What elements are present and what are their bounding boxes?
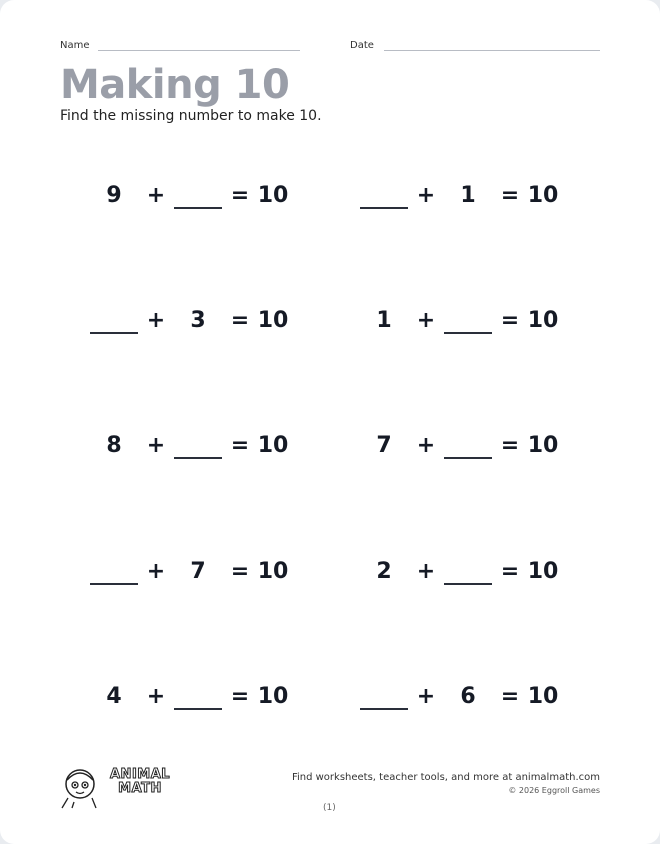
number: 10 — [527, 684, 559, 709]
number: 8 — [106, 433, 122, 458]
equals-sign: = — [230, 684, 250, 709]
instructions: Find the missing number to make 10. — [60, 108, 322, 124]
name-field[interactable] — [98, 50, 300, 51]
equation — [90, 183, 290, 213]
number: 10 — [257, 559, 289, 584]
equation — [360, 684, 560, 714]
animal-math-logo — [58, 764, 170, 810]
answer-blank[interactable] — [444, 559, 492, 591]
answer-blank[interactable] — [174, 684, 222, 716]
plus-sign: + — [416, 308, 436, 333]
equals-sign: = — [500, 183, 520, 208]
equals-sign: = — [230, 433, 250, 458]
number: 9 — [106, 183, 122, 208]
number: 10 — [257, 684, 289, 709]
plus-sign: + — [146, 684, 166, 709]
plus-sign: + — [416, 433, 436, 458]
equals-sign: = — [500, 433, 520, 458]
equation — [90, 308, 290, 338]
equation — [90, 433, 290, 463]
plus-sign: + — [146, 559, 166, 584]
plus-sign: + — [416, 183, 436, 208]
page-number: (1) — [323, 803, 336, 813]
equals-sign: = — [230, 559, 250, 584]
number: 7 — [376, 433, 392, 458]
footer-copyright: © 2026 Eggroll Games — [508, 786, 600, 795]
answer-blank[interactable] — [444, 433, 492, 465]
answer-blank[interactable] — [444, 308, 492, 340]
number: 10 — [527, 308, 559, 333]
page-title: Making 10 — [60, 62, 290, 108]
number: 10 — [527, 559, 559, 584]
equation — [360, 183, 560, 213]
equals-sign: = — [500, 308, 520, 333]
equation — [360, 559, 560, 589]
equation — [360, 433, 560, 463]
name-label: Name — [60, 40, 90, 51]
answer-blank[interactable] — [90, 308, 138, 340]
number: 10 — [527, 183, 559, 208]
footer-promo: Find worksheets, teacher tools, and more at animalmath.com — [291, 772, 600, 783]
equation — [90, 559, 290, 589]
plus-sign: + — [416, 684, 436, 709]
date-label: Date — [350, 40, 374, 51]
answer-blank[interactable] — [174, 183, 222, 215]
number: 10 — [257, 433, 289, 458]
equals-sign: = — [230, 308, 250, 333]
number: 1 — [376, 308, 392, 333]
number: 1 — [460, 183, 476, 208]
number: 10 — [257, 308, 289, 333]
answer-blank[interactable] — [360, 183, 408, 215]
plus-sign: + — [146, 183, 166, 208]
equals-sign: = — [500, 559, 520, 584]
number: 6 — [460, 684, 476, 709]
answer-blank[interactable] — [174, 433, 222, 465]
logo-line-2: MATH — [118, 781, 162, 796]
number: 2 — [376, 559, 392, 584]
equation — [360, 308, 560, 338]
equals-sign: = — [500, 684, 520, 709]
date-field[interactable] — [384, 50, 600, 51]
number: 10 — [527, 433, 559, 458]
equation — [90, 684, 290, 714]
mascot-icon — [58, 764, 104, 810]
number: 4 — [106, 684, 122, 709]
plus-sign: + — [416, 559, 436, 584]
plus-sign: + — [146, 308, 166, 333]
equals-sign: = — [230, 183, 250, 208]
answer-blank[interactable] — [360, 684, 408, 716]
plus-sign: + — [146, 433, 166, 458]
number: 3 — [190, 308, 206, 333]
number: 10 — [257, 183, 289, 208]
logo-line-1: ANIMAL — [110, 767, 171, 782]
answer-blank[interactable] — [90, 559, 138, 591]
number: 7 — [190, 559, 206, 584]
